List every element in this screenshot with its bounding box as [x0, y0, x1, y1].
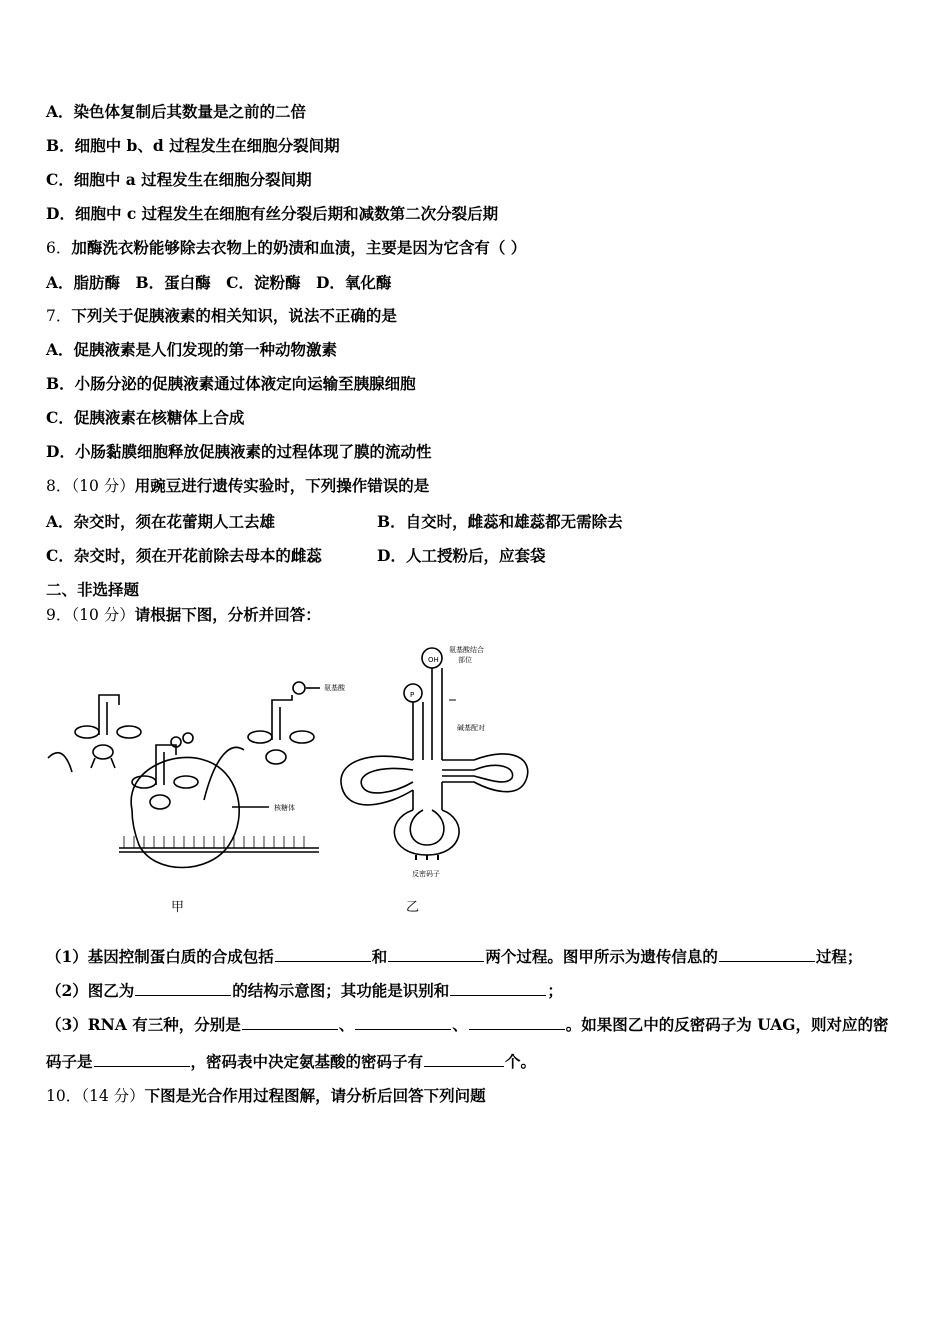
q9-sub2: [46, 981, 563, 1001]
amino-acid-label: 氨基酸: [324, 684, 345, 692]
q5-option-b: B．细胞中 b、d 过程发生在细胞分裂间期: [46, 136, 340, 155]
q9-sub3-c: 、: [452, 1015, 468, 1034]
q9-sub3-a: （3）RNA 有三种，分别是: [46, 1015, 241, 1034]
q6-stem-text: 加酶洗衣粉能够除去衣物上的奶渍和血渍，主要是因为它含有（ ）: [71, 238, 527, 257]
blank-9[interactable]: [94, 1052, 190, 1067]
q5-option-d: D．细胞中 c 过程发生在细胞有丝分裂后期和减数第二次分裂后期: [46, 204, 499, 223]
q5-option-c: C．细胞中 a 过程发生在细胞分裂间期: [46, 170, 312, 189]
q9-sub3: [46, 1015, 889, 1035]
q9-sub2-b: 的结构示意图；其功能是识别和: [232, 981, 450, 1000]
blank-8[interactable]: [469, 1015, 565, 1030]
blank-3[interactable]: [719, 947, 815, 962]
q9-sub3-cont: [46, 1052, 536, 1072]
q7-option-a: A．促胰液素是人们发现的第一种动物激素: [46, 340, 338, 359]
q9-sub2-c: ；: [547, 981, 563, 1000]
q8-number: 8．（10 分）: [46, 477, 135, 495]
q8-option-a: A．杂交时，须在花蕾期人工去雄: [46, 512, 276, 531]
q6-options: A．脂肪酶 B．蛋白酶 C．淀粉酶 D．氧化酶: [46, 273, 392, 292]
blank-6[interactable]: [242, 1015, 338, 1030]
aa-binding-label-2: 部位: [458, 656, 472, 664]
q8-row-1: [46, 512, 686, 532]
blank-10[interactable]: [424, 1052, 504, 1067]
mrna-left-curve: [48, 753, 72, 772]
figure-label-yi: 乙: [406, 900, 420, 915]
blank-7[interactable]: [355, 1015, 451, 1030]
q10-number: 10．（14 分）: [46, 1087, 145, 1105]
aa-binding-label-1: 氨基酸结合: [449, 646, 484, 654]
q6-number: 6．: [46, 239, 72, 257]
q9-sub3-e: 码子是: [46, 1052, 93, 1071]
blank-1[interactable]: [275, 947, 371, 962]
q9-stem-text: 请根据下图，分析并回答：: [134, 605, 321, 624]
trna-middle: [132, 745, 198, 809]
oh-label: OH: [428, 656, 439, 664]
q7-option-d: D．小肠黏膜细胞释放促胰液素的过程体现了膜的流动性: [46, 442, 432, 461]
q9-figure-svg: [44, 640, 544, 930]
q9-sub3-f: ，密码表中决定氨基酸的密码子有: [190, 1052, 424, 1071]
q9-sub1: [46, 947, 862, 967]
anticodon-label: 反密码子: [412, 870, 440, 878]
arc: [204, 747, 244, 800]
q8-stem-text: 用豌豆进行遗传实验时，下列操作错误的是: [134, 476, 430, 495]
q8-option-b: B．自交时，雌蕊和雄蕊都无需除去: [377, 512, 623, 531]
q7-option-c: C．促胰液素在核糖体上合成: [46, 408, 245, 427]
q9-sub1-d: 过程；: [815, 947, 863, 966]
q7-number: 7．: [46, 307, 72, 325]
q7-option-b: B．小肠分泌的促胰液素通过体液定向运输至胰腺细胞: [46, 374, 416, 393]
q7-stem: [46, 306, 397, 326]
trna-left: [75, 695, 141, 768]
q9-sub2-a: （2）图乙为: [46, 981, 135, 1000]
q8-option-d: D．人工授粉后，应套袋: [377, 546, 546, 565]
q6-stem: [46, 238, 526, 258]
q9-sub3-b: 、: [338, 1015, 355, 1034]
ribosome-outline: [131, 757, 239, 867]
figure-label-jia: 甲: [171, 900, 185, 915]
trna-cloverleaf: [341, 648, 528, 855]
base-pairing-label: 碱基配对: [457, 724, 485, 732]
q8-stem: [46, 476, 429, 496]
q9-stem: [46, 605, 321, 625]
q9-sub1-c: 两个过程。图甲所示为遗传信息的: [485, 947, 718, 966]
trna-right: [248, 695, 314, 764]
q9-sub1-a: （1）基因控制蛋白质的合成包括: [46, 947, 274, 966]
q10-stem: [46, 1086, 486, 1106]
q7-stem-text: 下列关于促胰液素的相关知识，说法不正确的是: [71, 306, 397, 325]
p-label: P: [410, 691, 415, 699]
q8-row-2: [46, 546, 686, 566]
q9-sub3-d: 。如果图乙中的反密码子为 UAG，则对应的密: [565, 1015, 889, 1034]
blank-2[interactable]: [388, 947, 484, 962]
blank-4[interactable]: [135, 981, 231, 996]
q10-stem-text: 下图是光合作用过程图解，请分析后回答下列问题: [144, 1086, 486, 1105]
q8-option-c: C．杂交时，须在开花前除去母本的雌蕊: [46, 546, 322, 565]
q5-option-a: A．染色体复制后其数量是之前的二倍: [46, 102, 307, 121]
q9-sub1-b: 和: [371, 947, 388, 966]
q9-sub3-g: 个。: [505, 1052, 537, 1071]
section-heading: 二、非选择题: [46, 580, 140, 599]
blank-5[interactable]: [450, 981, 546, 996]
q9-figure: [44, 640, 544, 930]
q9-number: 9．（10 分）: [46, 606, 135, 624]
ribosome-label: 核糖体: [274, 804, 295, 812]
